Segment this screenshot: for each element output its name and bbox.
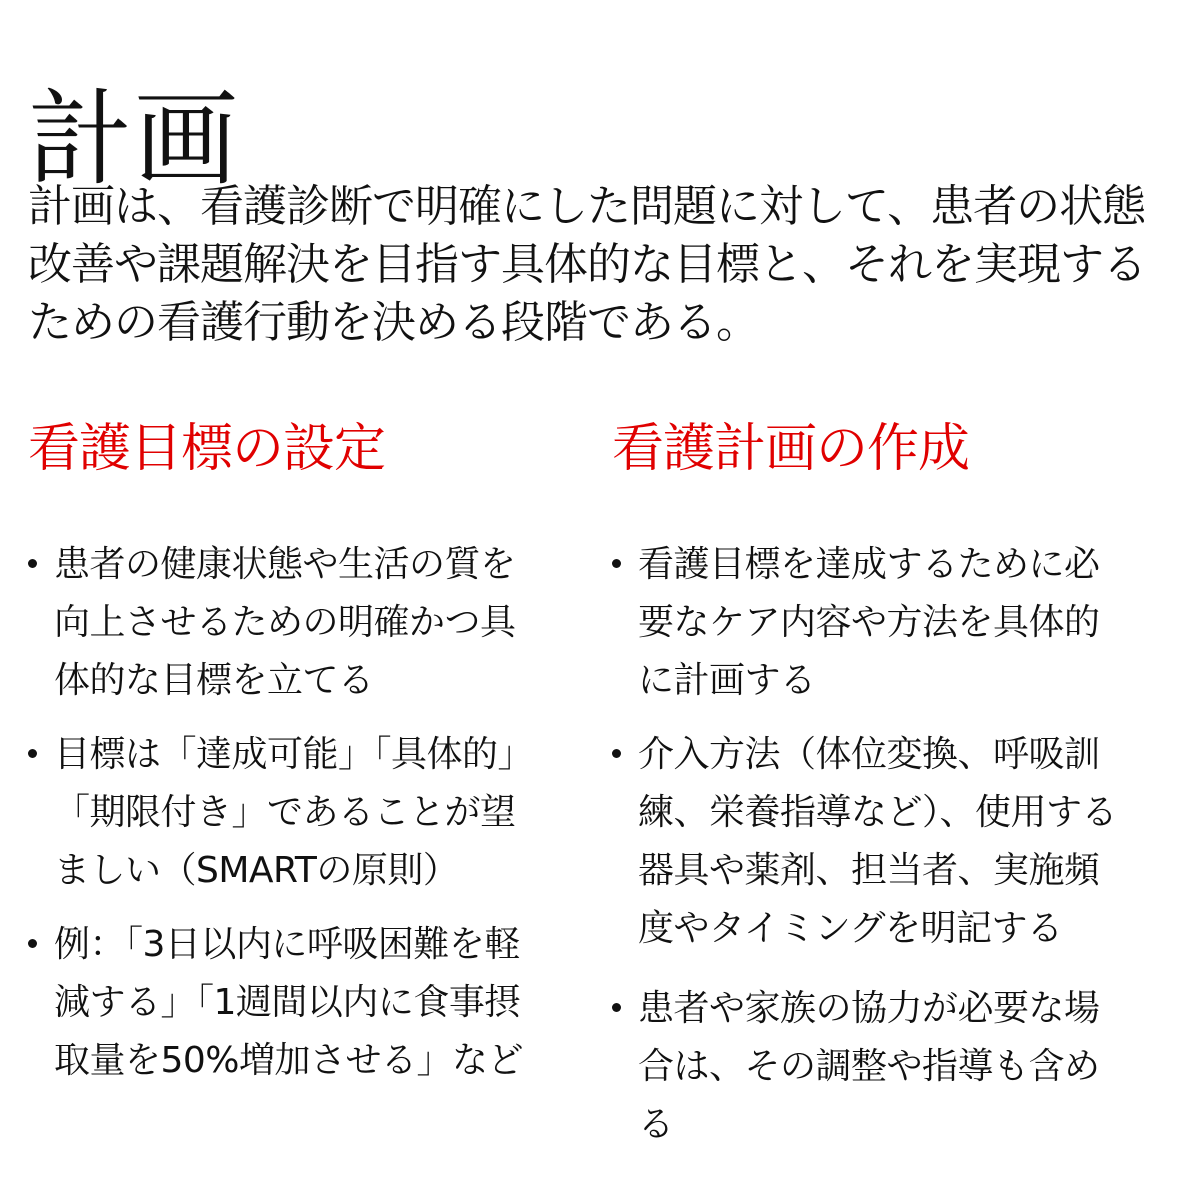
list-item-text: 例：「3日以内に呼吸困難を軽減する」「1週間以内に食事摂取量を50%増加させる」など <box>54 924 524 1081</box>
list-item <box>612 726 1122 958</box>
list-item-text: 患者の健康状態や生活の質を向上させるための明確かつ具体的な目標を立てる <box>54 544 516 701</box>
list-item <box>612 536 1122 710</box>
goal-setting-list <box>28 536 538 1106</box>
page-title: 計画 <box>28 77 241 200</box>
care-plan-heading: 看護計画の作成 <box>612 419 970 479</box>
bullet-icon <box>612 749 621 758</box>
list-item <box>28 916 538 1090</box>
list-item <box>28 536 538 710</box>
list-item-text: 目標は「達成可能」「具体的」「期限付き」であることが望ましい（SMARTの原則） <box>54 734 534 891</box>
bullet-icon <box>612 559 621 568</box>
list-item <box>28 726 538 900</box>
care-plan-section <box>612 414 1132 1145</box>
goal-setting-section <box>28 414 548 1081</box>
list-item-text: 患者や家族の協力が必要な場合は、その調整や指導も含める <box>638 988 1100 1145</box>
list-item-text: 看護目標を達成するために必要なケア内容や方法を具体的に計画する <box>638 544 1100 701</box>
list-item <box>612 980 1122 1154</box>
intro-paragraph: 計画は、看護診断で明確にした問題に対して、患者の状態改善や課題解決を目指す具体的な目標と、それを実現するための看護行動を決める段階である。 <box>28 181 1146 348</box>
goal-setting-heading: 看護目標の設定 <box>28 419 386 479</box>
bullet-icon <box>28 559 37 568</box>
bullet-icon <box>612 1003 621 1012</box>
bullet-icon <box>28 939 37 948</box>
care-plan-list <box>612 536 1122 1170</box>
list-item-text: 介入方法（体位変換、呼吸訓練、栄養指導など）、使用する器具や薬剤、担当者、実施頻度やタイミングを明記する <box>638 734 1118 949</box>
bullet-icon <box>28 749 37 758</box>
